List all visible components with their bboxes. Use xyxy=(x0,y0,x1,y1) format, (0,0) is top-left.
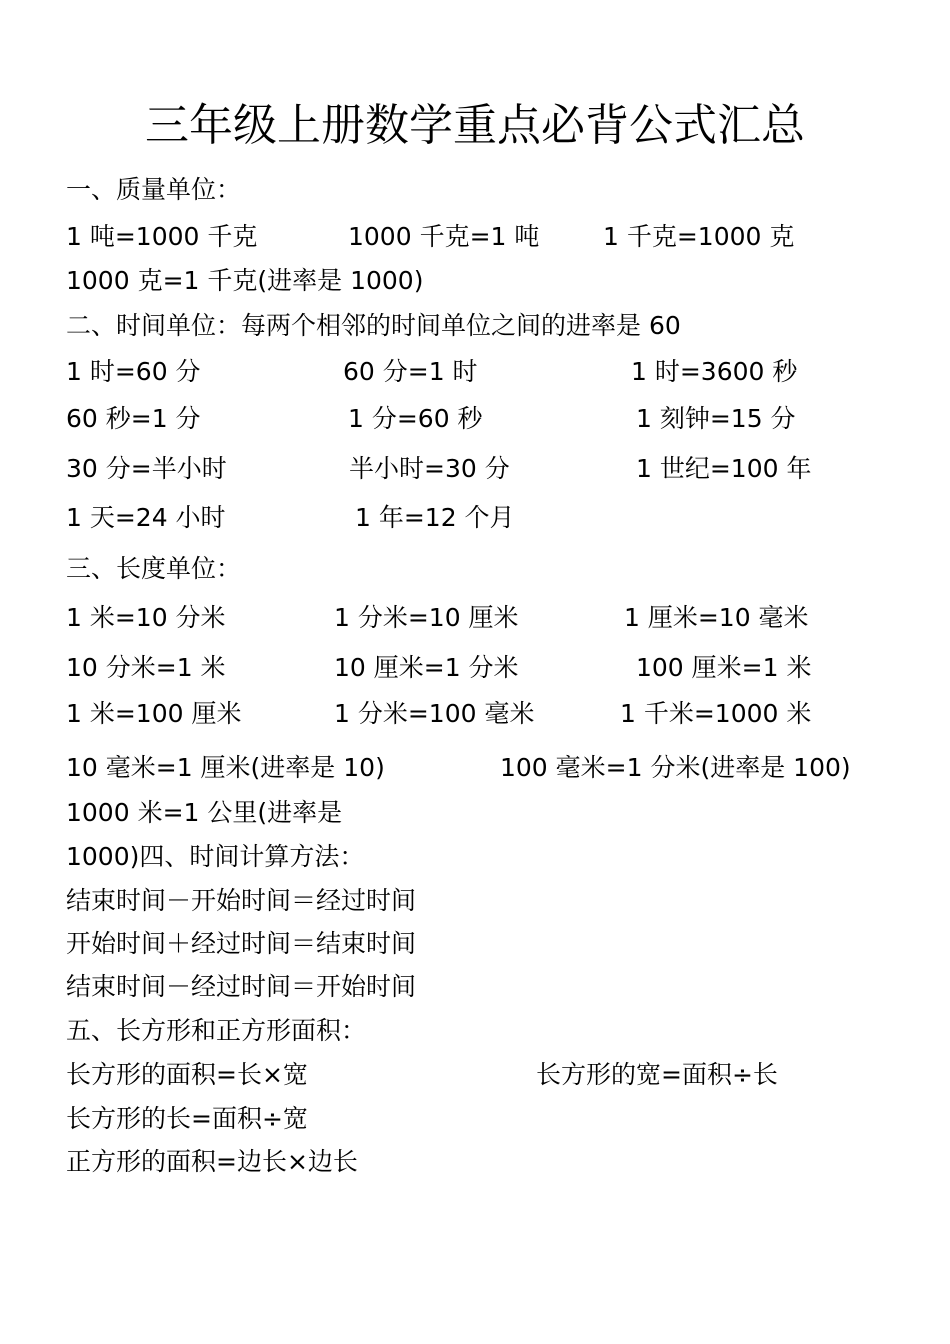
formula-item: 10 毫米=1 厘米(进率是 10) xyxy=(66,753,385,782)
formula-item: 正方形的面积=边长×边长 xyxy=(66,1147,358,1176)
formula-item: 长方形的宽=面积÷长 xyxy=(536,1060,778,1089)
formula-item: 1 分米=100 毫米 xyxy=(334,699,535,728)
formula-item: 1 分=60 秒 xyxy=(348,404,483,433)
formula-item: 1 分米=10 厘米 xyxy=(334,603,519,632)
section-heading-time: 二、时间单位：每两个相邻的时间单位之间的进率是 60 xyxy=(66,311,681,340)
formula-item: 半小时=30 分 xyxy=(349,454,510,483)
formula-item: 1 千克=1000 克 xyxy=(603,222,795,251)
section-heading-mass: 一、质量单位： xyxy=(66,175,242,204)
formula-item: 60 分=1 时 xyxy=(343,357,478,386)
formula-item: 1000 克=1 千克(进率是 1000) xyxy=(66,266,424,295)
formula-item: 结束时间－经过时间＝开始时间 xyxy=(66,972,417,1001)
section-heading-calc: 1000)四、时间计算方法： xyxy=(66,842,365,871)
formula-item: 1 时=60 分 xyxy=(66,357,201,386)
formula-item: 长方形的长=面积÷宽 xyxy=(66,1104,308,1133)
formula-item: 1000 千克=1 吨 xyxy=(348,222,540,251)
formula-item: 1000 米=1 公里(进率是 xyxy=(66,798,343,827)
formula-item: 30 分=半小时 xyxy=(66,454,227,483)
formula-item: 1 米=10 分米 xyxy=(66,603,226,632)
formula-item: 长方形的面积=长×宽 xyxy=(66,1060,308,1089)
formula-item: 开始时间＋经过时间＝结束时间 xyxy=(66,929,417,958)
section-heading-length: 三、长度单位： xyxy=(66,554,242,583)
formula-item: 60 秒=1 分 xyxy=(66,404,201,433)
formula-item: 1 时=3600 秒 xyxy=(631,357,798,386)
page-title: 三年级上册数学重点必背公式汇总 xyxy=(145,100,805,151)
formula-item: 1 千米=1000 米 xyxy=(620,699,812,728)
formula-item: 100 厘米=1 米 xyxy=(636,653,812,682)
formula-item: 100 毫米=1 分米(进率是 100) xyxy=(500,753,851,782)
formula-item: 1 年=12 个月 xyxy=(355,503,515,532)
section-heading-area: 五、长方形和正方形面积： xyxy=(66,1016,367,1045)
formula-item: 1 吨=1000 千克 xyxy=(66,222,258,251)
formula-item: 10 分米=1 米 xyxy=(66,653,226,682)
formula-item: 结束时间－开始时间＝经过时间 xyxy=(66,886,417,915)
formula-item: 1 天=24 小时 xyxy=(66,503,226,532)
formula-item: 1 世纪=100 年 xyxy=(636,454,812,483)
formula-item: 1 刻钟=15 分 xyxy=(636,404,796,433)
formula-item: 10 厘米=1 分米 xyxy=(334,653,519,682)
formula-item: 1 米=100 厘米 xyxy=(66,699,242,728)
formula-item: 1 厘米=10 毫米 xyxy=(624,603,809,632)
